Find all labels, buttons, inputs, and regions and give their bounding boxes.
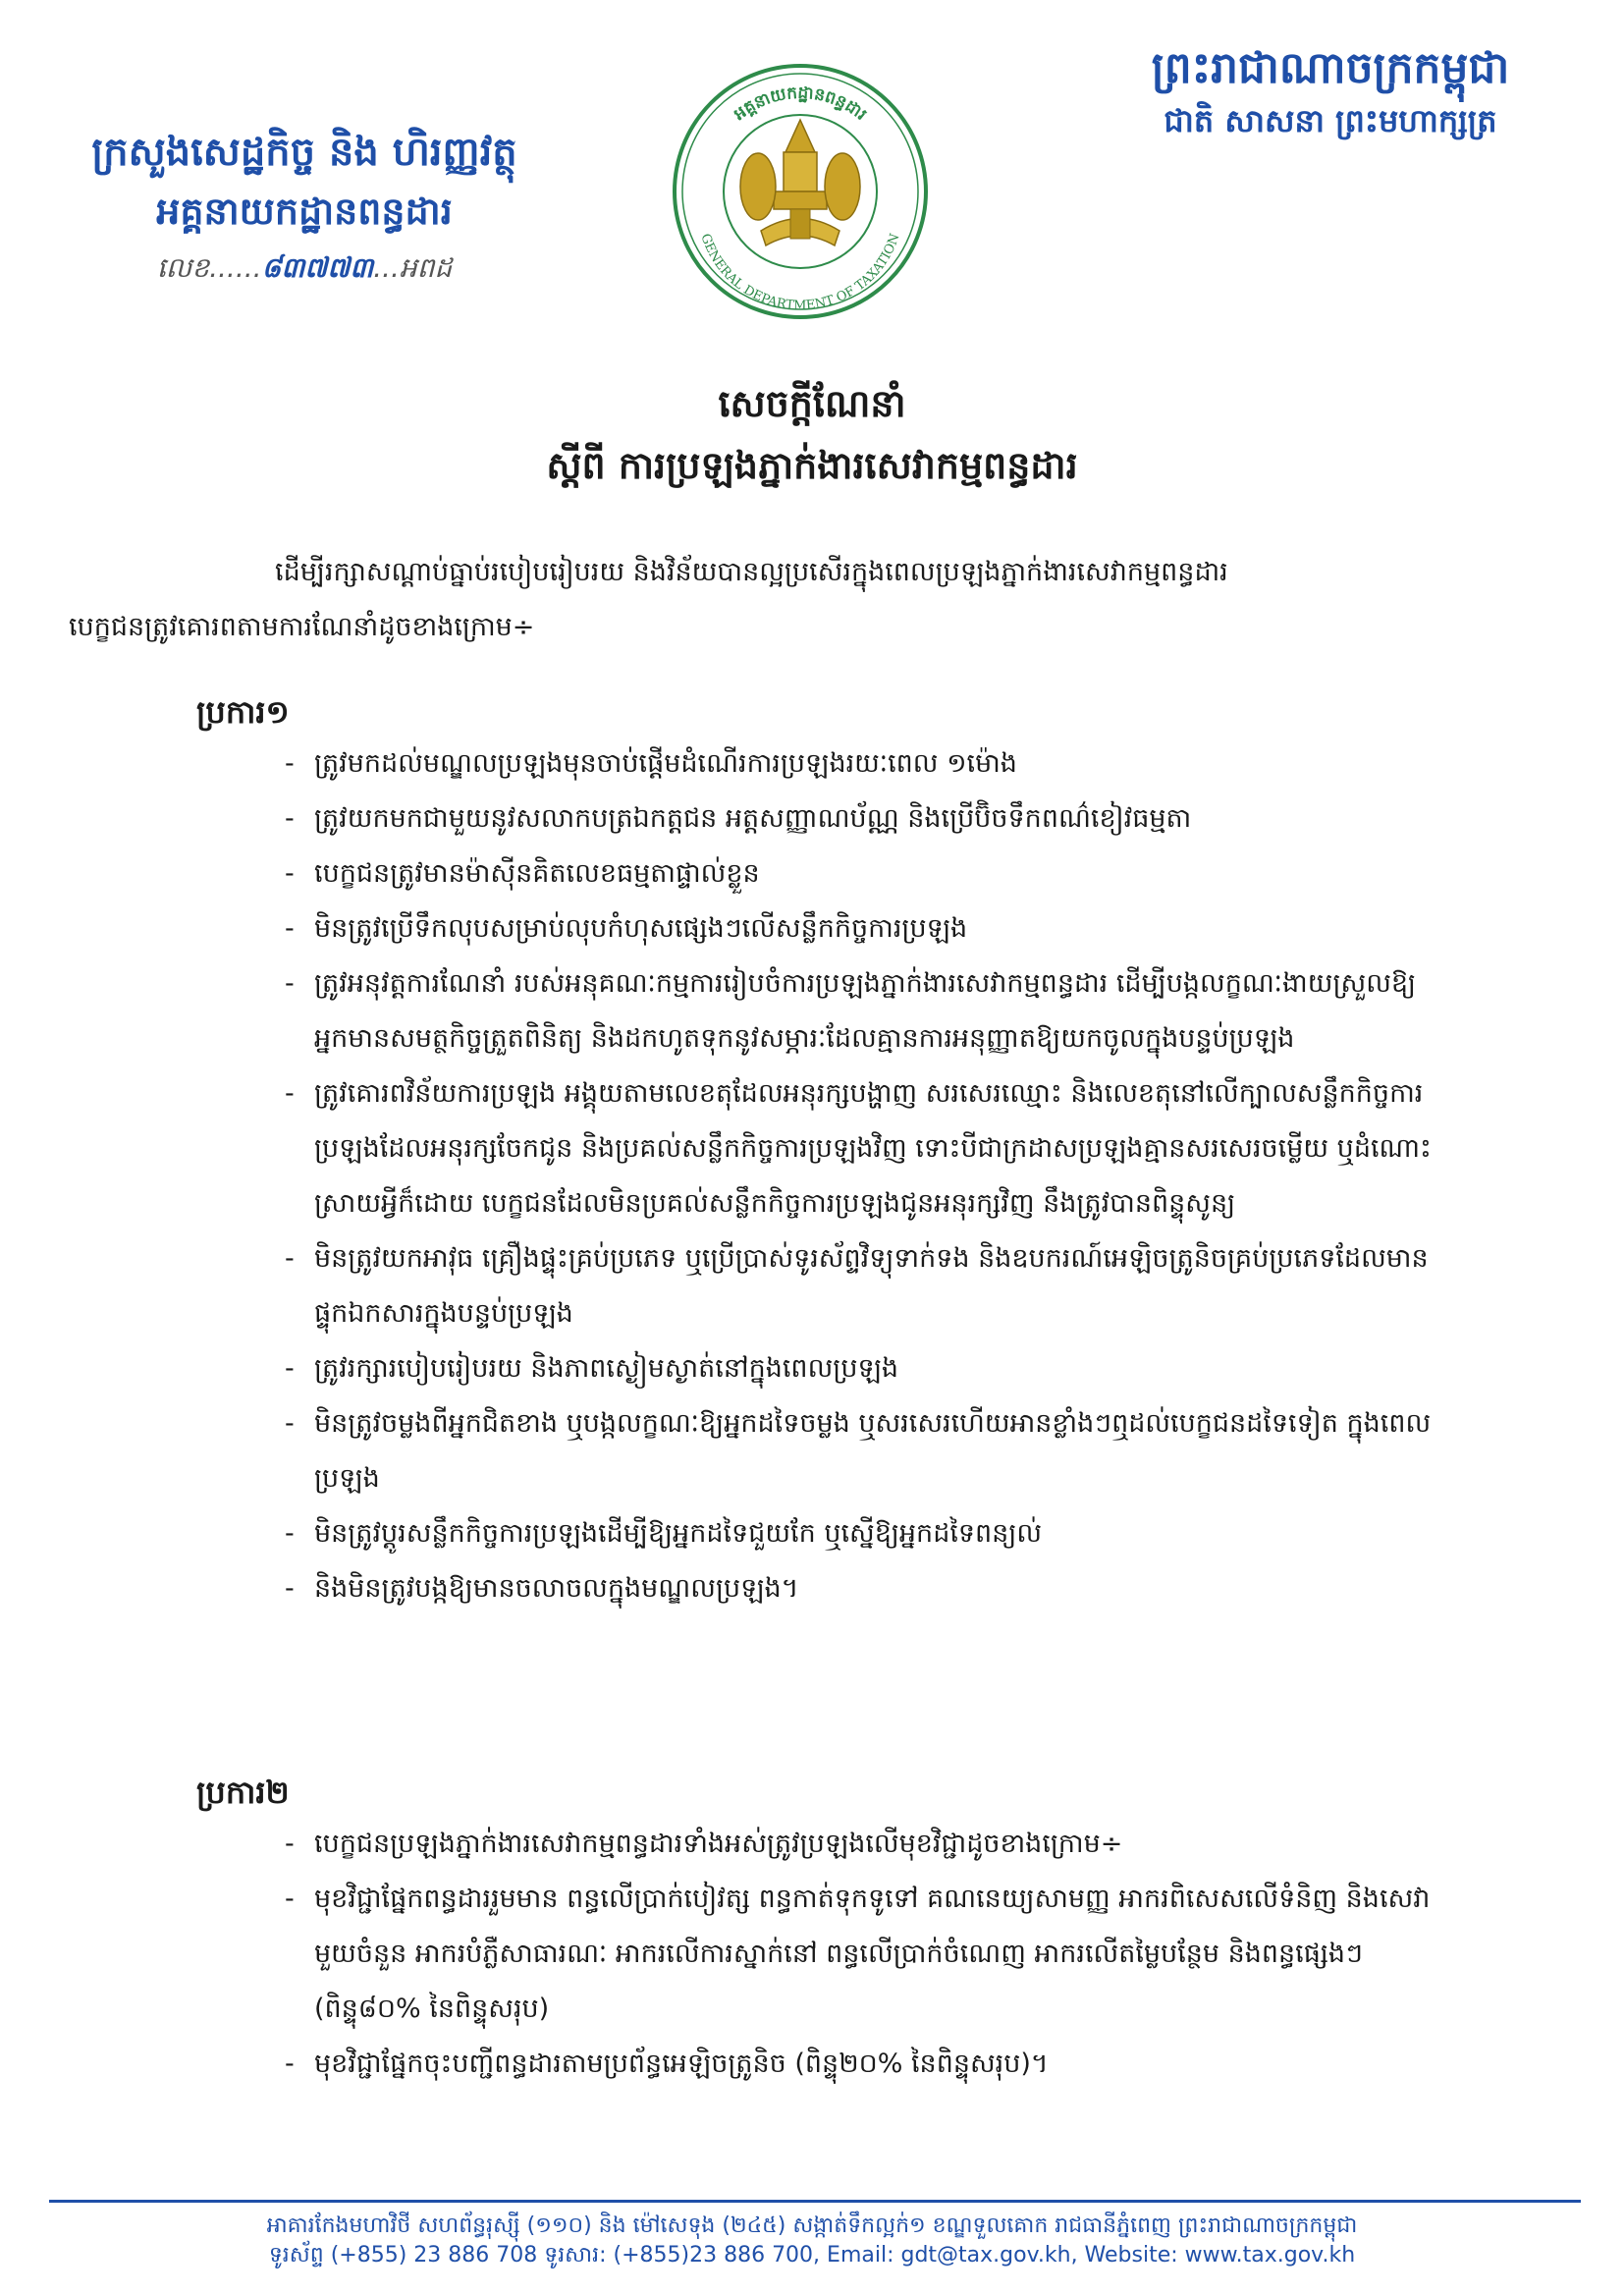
reference-number <box>49 241 560 296</box>
document-subtitle: ស្តីពី ការប្រឡងភ្នាក់ងារសេវាកម្មពន្ធដារ <box>546 444 1078 487</box>
list-item: - មុខវិជ្ជាផ្នែកចុះបញ្ជីពន្ធដារតាមប្រព័ន្ធអេឡិចត្រូនិច (ពិន្ទុ២០% នៃពិន្ទុសរុប)។ <box>285 2049 1049 2079</box>
ref-suffix: ...អពដ <box>373 251 453 284</box>
list-item: - បេក្ខជនត្រូវមានម៉ាស៊ីនគិតលេខធម្មតាផ្ទាល់ខ្លួន <box>285 858 760 889</box>
ref-prefix: លេខ...... <box>156 251 262 284</box>
list-item: - ត្រូវមកដល់មណ្ឌលប្រឡងមុនចាប់ផ្តើមដំណើរការប្រឡងរយៈពេល ១ម៉ោង <box>285 748 1017 779</box>
footer-divider <box>49 2200 1581 2203</box>
document-title: សេចក្តីណែនាំ <box>718 382 906 425</box>
kingdom-title: ព្រះរាជាណាចក្រកម្ពុជា <box>1151 43 1510 93</box>
kingdom-header <box>1100 39 1561 143</box>
footer <box>0 2212 1624 2270</box>
intro-line-2: បេក្ខជនត្រូវគោរពតាមការណែនាំដូចខាងក្រោម÷ <box>69 612 535 642</box>
list-item: - មិនត្រូវចម្លងពីអ្នកជិតខាង ឬបង្កលក្ខណៈឱ្យអ្នកដទៃចម្លង ឬសរសេរហើយអានខ្លាំងៗឮដល់បេក្ខជនដទៃទៀត ក្នុងពេលប្រឡង <box>285 1408 1432 1494</box>
footer-contact: ទូរស័ព្ទ (+855) 23 886 708 ទូរសារ: (+855)23 886 700, Email: gdt@tax.gov.kh, Website: www.tax.gov.kh <box>268 2243 1356 2268</box>
svg-text:GENERAL DEPARTMENT OF TAXATION: GENERAL DEPARTMENT OF TAXATION <box>697 232 903 314</box>
section-heading: ប្រការ២ <box>196 1774 290 1811</box>
section-2 <box>196 1768 1434 2092</box>
list-item: - ត្រូវរក្សារបៀបរៀបរយ និងភាពស្ងៀមស្ងាត់នៅក្នុងពេលប្រឡង <box>285 1353 898 1384</box>
list-item: - មិនត្រូវយកអាវុធ គ្រឿងផ្ទុះគ្រប់ប្រភេទ ឬប្រើប្រាស់ទូរស័ព្ទវិទ្យុទាក់ទង និងឧបករណ៍អេឡិចត្រូនិចគ្រប់ប្រភេទដែលមានផ្ទុកឯកសារក្នុងបន្ទប់ប្រឡង <box>285 1243 1429 1329</box>
section-2-list <box>196 1817 1434 2092</box>
section-1 <box>196 687 1434 1616</box>
ministry-name: ក្រសួងសេដ្ឋកិច្ច និង ហិរញ្ញវត្ថុ <box>91 130 517 175</box>
intro-paragraph <box>69 545 1443 655</box>
list-item: - ត្រូវយកមកជាមួយនូវសលាកបត្រឯកត្តជន អត្តសញ្ញាណប័ណ្ណ និងប្រើប៊ិចទឹកពណ៌ខៀវធម្មតា <box>285 803 1192 834</box>
list-item: - ត្រូវអនុវត្តការណែនាំ របស់អនុគណៈកម្មការរៀបចំការប្រឡងភ្នាក់ងារសេវាកម្មពន្ធដារ ដើម្បីបង្កលក្ខណៈងាយស្រួលឱ្យអ្នកមានសមត្ថកិច្ចត្រួតពិនិត្យ និងដកហូតទុកនូវសម្ភារៈដែលគ្មានការអនុញ្ញាតឱ្យយកចូលក្នុងបន្ទប់ប្រឡង <box>285 968 1417 1054</box>
section-heading: ប្រការ១ <box>196 693 290 731</box>
department-name: អគ្គនាយកដ្ឋានពន្ធដារ <box>156 190 453 233</box>
list-item: - មិនត្រូវប្តូរសន្លឹកកិច្ចការប្រឡងដើម្បីឱ្យអ្នកដទៃជួយកែ ឬស្នើឱ្យអ្នកដទៃពន្យល់ <box>285 1518 1043 1549</box>
list-item: - មិនត្រូវប្រើទឹកលុបសម្រាប់លុបកំហុសផ្សេងៗលើសន្លឹកកិច្ចការប្រឡង <box>285 913 968 944</box>
kingdom-motto: ជាតិ សាសនា ព្រះមហាក្សត្រ <box>1164 102 1497 139</box>
department-seal-icon <box>668 59 933 324</box>
list-item: - ត្រូវគោរពវិន័យការប្រឡង អង្គុយតាមលេខតុដែលអនុរក្សបង្ហាញ សរសេរឈ្មោះ និងលេខតុនៅលើក្បាលសន្លឹកកិច្ចការប្រឡងដែលអនុរក្សចែកជូន និងប្រគល់សន្លឹកកិច្ចការប្រឡងវិញ ទោះបីជាក្រដាសប្រឡងគ្មានសរសេរចម្លើយ ឬដំណោះស្រាយអ្វីក៏ដោយ បេក្ខជនដែលមិនប្រគល់សន្លឹកកិច្ចការប្រឡងជូនអនុរក្សវិញ នឹងត្រូវបានពិន្ទុសូន្យ <box>285 1078 1432 1219</box>
ministry-header <box>49 123 560 296</box>
list-item: - មុខវិជ្ជាផ្នែកពន្ធដាររួមមាន ពន្ធលើប្រាក់បៀវត្ស ពន្ធកាត់ទុកទូទៅ គណនេយ្យសាមញ្ញ អាករពិសេសលើទំនិញ និងសេវាមួយចំនួន អាករបំភ្លឺសាធារណៈ អាករលើការស្នាក់នៅ ពន្ធលើប្រាក់ចំណេញ អាករលើតម្លៃបន្ថែម និងពន្ធផ្សេងៗ (ពិន្ទុ៨០% នៃពិន្ទុសរុប) <box>285 1884 1431 2024</box>
svg-text:អគ្គនាយកដ្ឋានពន្ធដារ: អគ្គនាយកដ្ឋានពន្ធដារ <box>730 82 871 125</box>
section-1-list <box>196 737 1434 1616</box>
list-item: - បេក្ខជនប្រឡងភ្នាក់ងារសេវាកម្មពន្ធដារទាំងអស់ត្រូវប្រឡងលើមុខវិជ្ជាដូចខាងក្រោម÷ <box>285 1829 1123 1859</box>
ref-number: ៨៣៧៧៣ <box>261 251 374 284</box>
list-item: - និងមិនត្រូវបង្កឱ្យមានចលាចលក្នុងមណ្ឌលប្រឡង។ <box>285 1573 799 1604</box>
intro-line-1: ដើម្បីរក្សាសណ្តាប់ធ្នាប់របៀបរៀបរយ និងវិន័យបានល្អប្រសើរក្នុងពេលប្រឡងភ្នាក់ងារសេវាកម្មពន្ធដារ <box>275 557 1228 587</box>
footer-address: អាគារកែងមហាវិថី សហព័ន្ធរុស្ស៊ី (១១០) និង ម៉ៅសេទុង (២៤៥) សង្កាត់ទឹកល្អក់១ ខណ្ឌទួលគោក រាជធានីភ្នំពេញ ព្រះរាជាណាចក្រកម្ពុជា <box>266 2213 1358 2238</box>
